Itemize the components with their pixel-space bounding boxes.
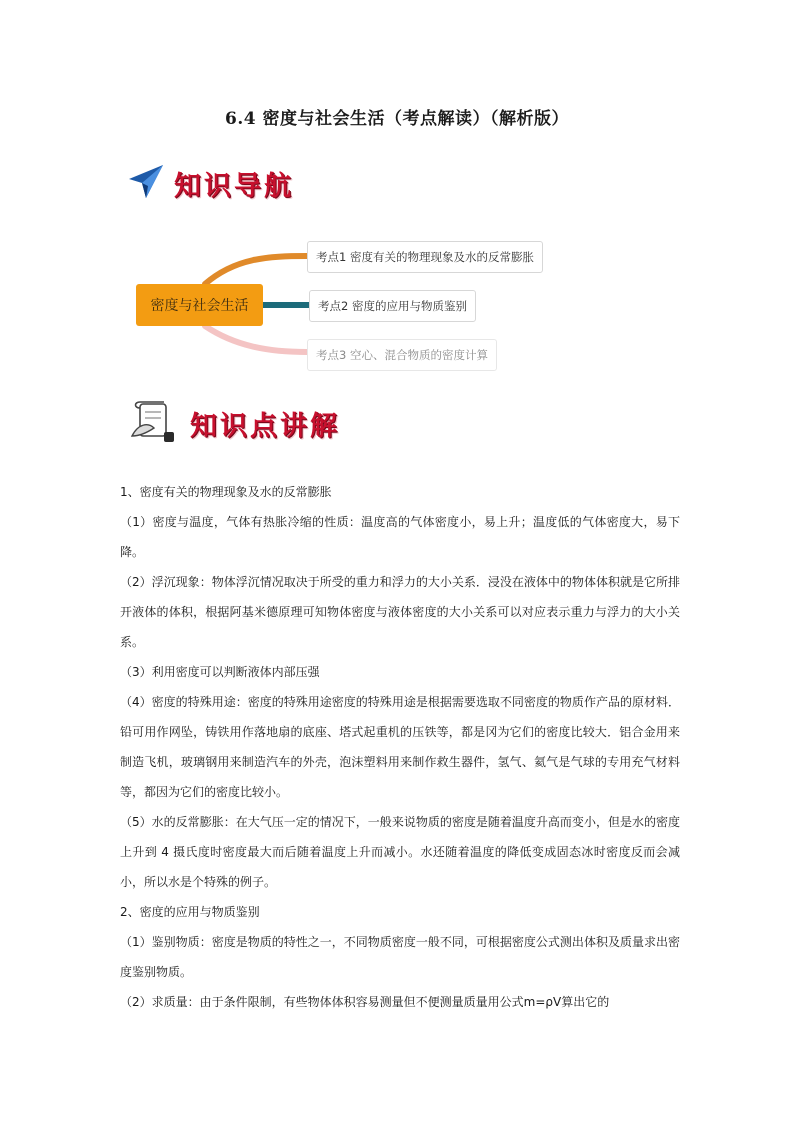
section-2-para-2: （2）求质量：由于条件限制，有些物体体积容易测量但不便测量质量用公式m=ρV算出它的	[120, 995, 610, 1009]
mindmap-root-node: 密度与社会生活	[136, 284, 263, 326]
section-1-para-5: （5）水的反常膨胀：在大气压一定的情况下，一般来说物质的密度是随着温度升高而变小，但是水的密度上升到 4 摄氏度时密度最大而后随着温度上升而减小。水还随着温度的降低变成固态冰时密度反而会减小，所以水是个特殊的例子。	[120, 815, 680, 889]
page-title: 6.4 密度与社会生活（考点解读）（解析版）	[225, 109, 569, 129]
mindmap-branch-3: 考点3 空心、混合物质的密度计算	[307, 339, 497, 371]
scroll-quill-icon	[128, 398, 180, 448]
section-1-para-3: （3）利用密度可以判断液体内部压强	[120, 665, 320, 679]
section-1-para-1: （1）密度与温度，气体有热胀冷缩的性质：温度高的气体密度小，易上升；温度低的气体密度大，易下降。	[120, 515, 680, 559]
connector-1	[205, 256, 307, 284]
section-1-heading: 1、密度有关的物理现象及水的反常膨胀	[120, 485, 332, 499]
mindmap-branch-1: 考点1 密度有关的物理现象及水的反常膨胀	[307, 241, 543, 273]
mindmap-branch-2: 考点2 密度的应用与物质鉴别	[309, 290, 476, 322]
banner-nav-text: 知识导航	[174, 171, 294, 202]
section-2-heading: 2、密度的应用与物质鉴别	[120, 905, 260, 919]
section-2-para-1: （1）鉴别物质：密度是物质的特性之一，不同物质密度一般不同，可根据密度公式测出体积及质量求出密度鉴别物质。	[120, 935, 680, 979]
connector-3	[205, 326, 307, 352]
section-1-para-2: （2）浮沉现象：物体浮沉情况取决于所受的重力和浮力的大小关系．浸没在液体中的物体体积就是它所排开液体的体积，根据阿基米德原理可知物体密度与液体密度的大小关系可以对应表示重力与浮力的大小关系。	[120, 575, 680, 649]
banner-explain-text: 知识点讲解	[190, 411, 340, 442]
knowledge-explain-banner	[128, 398, 358, 448]
content-body	[120, 477, 680, 1017]
section-1-para-4: （4）密度的特殊用途：密度的特殊用途密度的特殊用途是根据需要选取不同密度的物质作产品的原材料．铅可用作网坠，铸铁用作落地扇的底座、塔式起重机的压铁等，都是冈为它们的密度比较大．铝合金用来制造飞机，玻璃钢用来制造汽车的外壳，泡沫塑料用来制作救生器件，氢气、氦气是气球的专用充气材料等，都因为它们的密度比较小。	[120, 695, 680, 799]
